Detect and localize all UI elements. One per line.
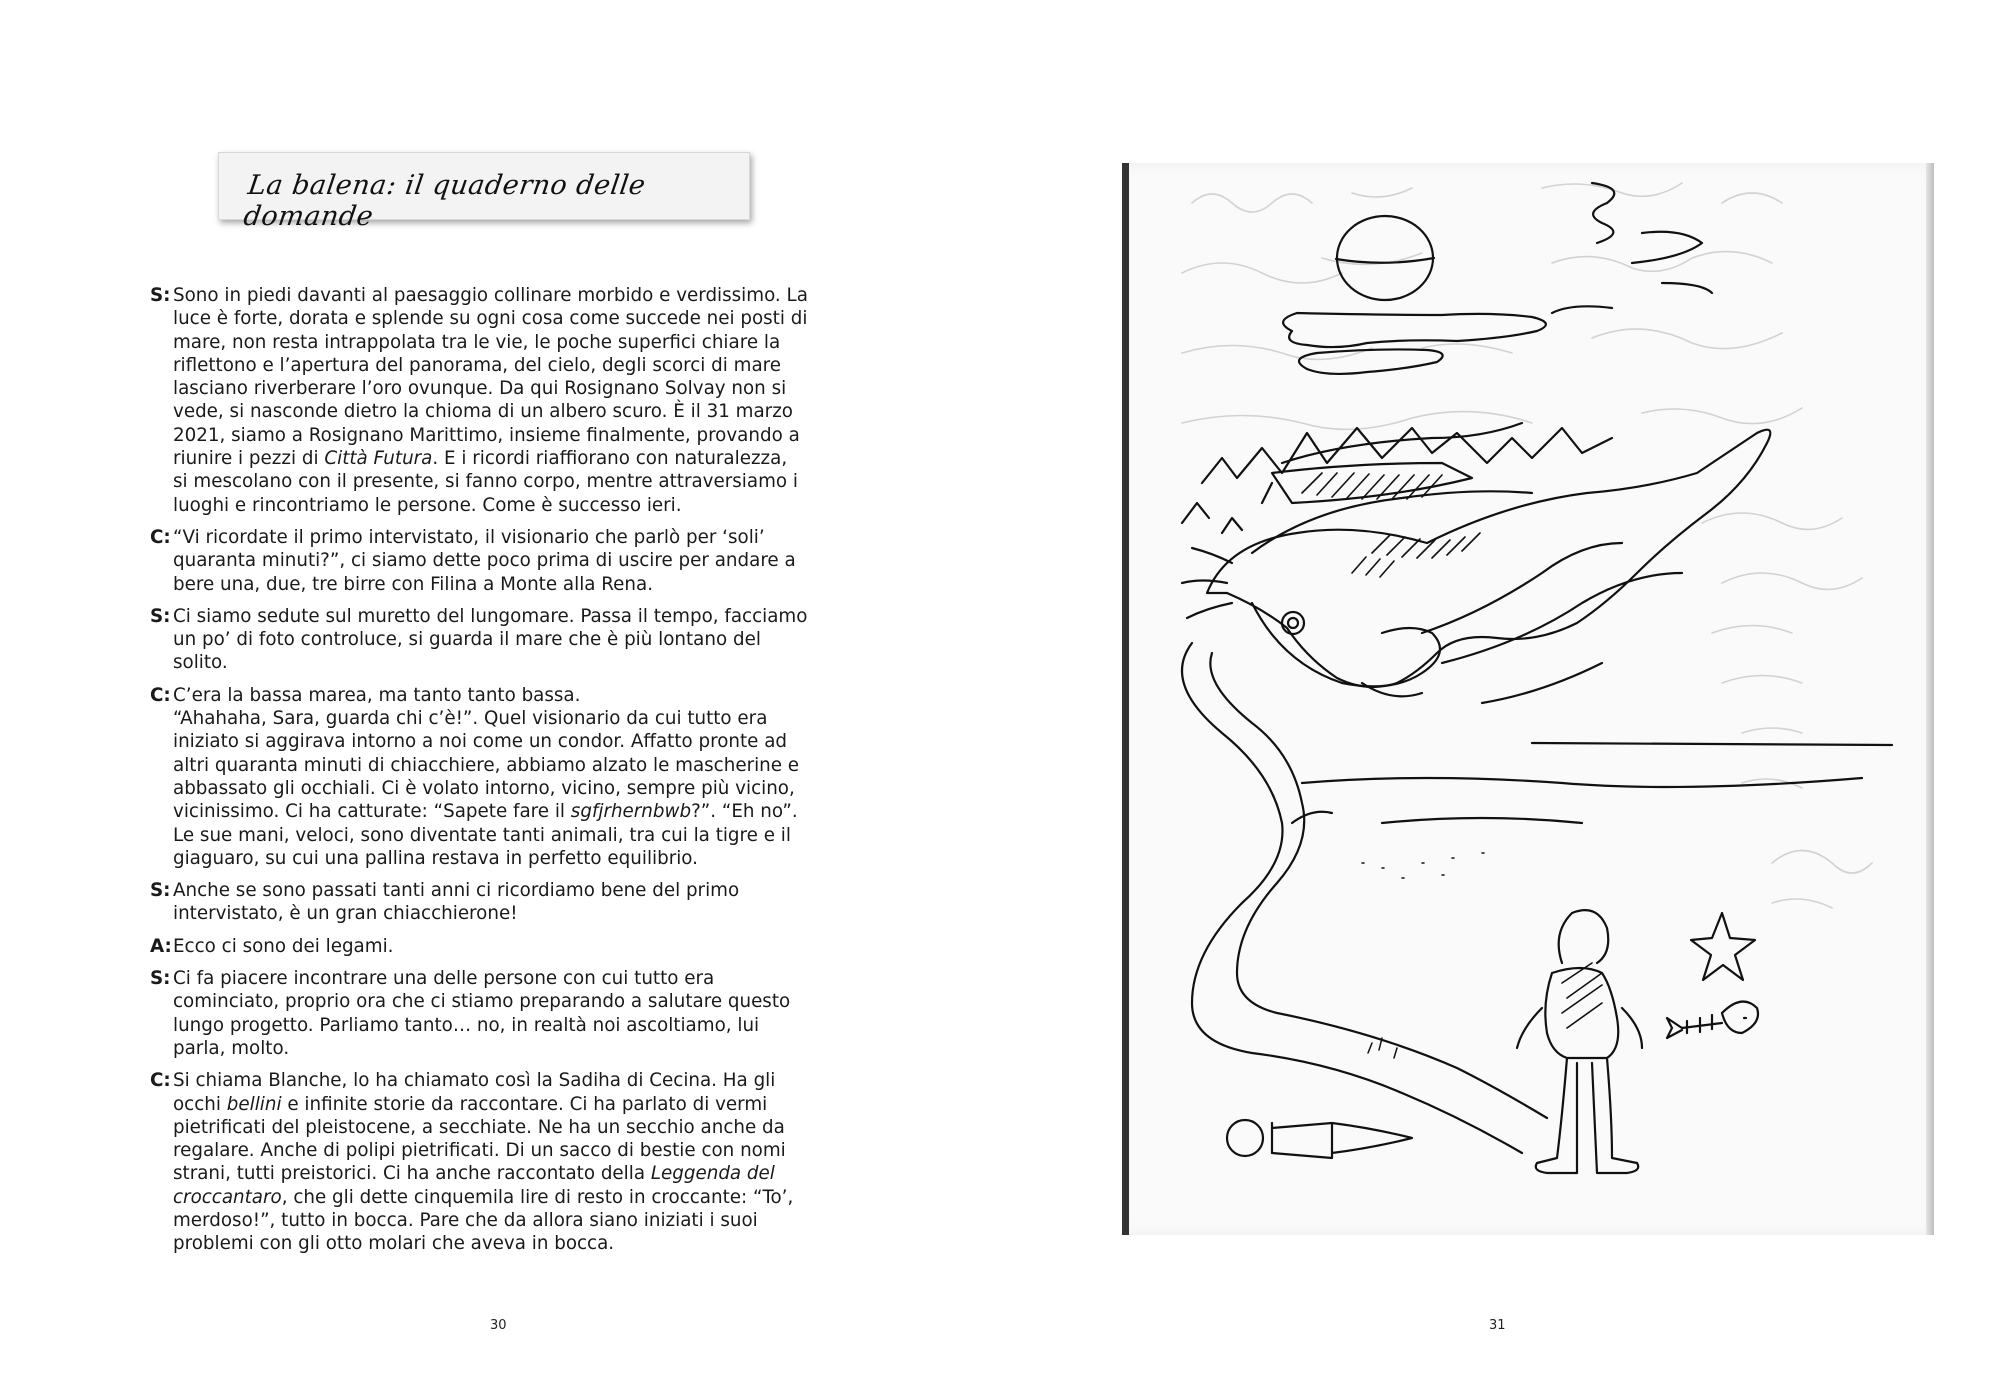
text-line <box>173 777 799 800</box>
person-drawing <box>1545 910 1618 1058</box>
text-segment: iniziato si aggirava intorno a noi come un condor. Affatto pronte ad <box>173 731 788 753</box>
text-segment: altri quaranta minuti di chiacchiere, abbiamo alzato le mascherine e <box>173 754 800 776</box>
text-segment: cominciato, proprio ora che ci stiamo preparando a salutare questo <box>173 991 791 1013</box>
show-through-handwriting <box>1182 183 1872 908</box>
speaker-label: S: <box>150 605 171 627</box>
speaker-initial: C <box>150 1070 164 1092</box>
text-line <box>173 1162 793 1185</box>
cloud-drawing-2 <box>1299 349 1443 373</box>
sword-drawing <box>1227 1120 1412 1158</box>
text-segment: occhi <box>173 1093 227 1115</box>
text-line <box>173 1116 793 1139</box>
turn-text <box>173 284 808 517</box>
speaker-initial: A <box>150 935 165 957</box>
italic-text: sgfjrhernbwb <box>570 801 692 823</box>
text-segment: Ci fa piacere incontrare una delle persone con cui tutto era <box>173 968 715 990</box>
sun-drawing <box>1336 216 1434 300</box>
text-segment: si mescolano con il presente, si fanno corpo, mentre attraversiamo i <box>173 471 798 493</box>
text-segment: abbassato gli occhiali. Ci è volato intorno, vicino, sempre più vicino, <box>173 777 795 799</box>
turn-text <box>173 935 393 958</box>
text-line <box>173 651 807 674</box>
text-segment: merdoso!”, tutto in bocca. Pare che da allora siano iniziati i suoi <box>173 1209 758 1231</box>
text-line <box>173 526 796 549</box>
dialogue-turn <box>150 1069 850 1255</box>
turn-text <box>173 684 799 870</box>
text-segment: giaguaro, su cui una pallina restava in perfetto equilibrio. <box>173 847 698 869</box>
text-line <box>173 754 799 777</box>
dialogue-turn <box>150 935 850 958</box>
text-line <box>173 847 799 870</box>
speaker-label: C: <box>150 526 171 548</box>
turn-text <box>173 967 790 1060</box>
dialogue-turn <box>150 967 850 1060</box>
text-line <box>173 967 790 990</box>
text-segment: Sono in piedi davanti al paesaggio collinare morbido e verdissimo. La <box>173 285 808 306</box>
speaker-initial: C <box>150 526 164 548</box>
whale-eye-drawing <box>1282 612 1304 634</box>
text-line <box>173 800 799 823</box>
text-line <box>173 284 808 307</box>
text-segment: strani, tutti preistorici. Ci ha anche raccontato della <box>173 1163 651 1185</box>
text-line <box>173 354 808 377</box>
text-line <box>173 879 739 902</box>
turn-text <box>173 526 796 596</box>
text-line <box>173 1232 793 1255</box>
text-line <box>173 1037 790 1060</box>
speaker-initial: S <box>150 285 164 306</box>
dialogue-turn <box>150 526 850 596</box>
speaker-label: C: <box>150 1070 171 1092</box>
text-segment: Anche se sono passati tanti anni ci ricordiamo bene del primo <box>173 880 740 902</box>
text-line <box>173 1186 793 1209</box>
text-segment: 2021, siamo a Rosignano Marittimo, insieme finalmente, provando a <box>173 424 800 446</box>
text-segment: . E i ricordi riaffiorano con naturalezza, <box>432 448 788 470</box>
text-line <box>173 684 799 707</box>
italic-text: bellini <box>226 1093 282 1115</box>
text-line <box>173 470 808 493</box>
text-segment: e infinite storie da raccontare. Ci ha parlato di vermi <box>281 1093 768 1115</box>
dialogue-turn <box>150 605 850 675</box>
text-segment: Ci siamo sedute sul muretto del lungomare. Passa il tempo, facciamo <box>173 605 808 627</box>
text-segment: pietrificati del pleistocene, a secchiate. Ne ha un secchio anche da <box>173 1116 785 1138</box>
text-segment: “Ahahaha, Sara, guarda chi c’è!”. Quel visionario da cui tutto era <box>173 708 768 730</box>
text-line <box>173 935 393 958</box>
italic-text: Città Futura <box>324 448 433 470</box>
text-segment: ?”. “Eh no”. <box>691 801 798 823</box>
fishbone-drawing <box>1667 1015 1722 1038</box>
turn-text <box>173 879 739 926</box>
text-line <box>173 628 807 651</box>
speaker-initial: C <box>150 684 164 706</box>
text-segment: Le sue mani, veloci, sono diventate tanti animali, tra cui la tigre e il <box>173 824 791 846</box>
text-line <box>173 331 808 354</box>
text-segment: problemi con gli otto molari che aveva in bocca. <box>173 1233 615 1255</box>
text-segment: solito. <box>173 652 228 674</box>
text-line <box>173 902 739 925</box>
text-segment: vede, si nasconde dietro la chioma di un albero scuro. È il 31 marzo <box>173 401 793 423</box>
speaker-initial: S <box>150 605 164 627</box>
text-segment: C’era la bassa marea, ma tanto tanto bassa. <box>173 684 581 706</box>
dialogue-turn <box>150 879 850 926</box>
whale-sketch-illustration <box>1122 163 1934 1235</box>
text-line <box>173 549 796 572</box>
mountains-drawing <box>1202 428 1612 483</box>
text-segment: bere una, due, tre birre con Filina a Monte alla Rena. <box>173 573 654 595</box>
sketch-paper <box>1122 163 1934 1235</box>
swirl-cloud-drawing <box>1552 183 1712 313</box>
text-line <box>173 824 799 847</box>
text-line <box>173 1069 793 1092</box>
italic-text: croccantaro <box>173 1186 282 1208</box>
text-segment: lasciano riverberare l’oro ovunque. Da qui Rosignano Solvay non si <box>173 378 787 400</box>
text-segment: quaranta minuti?”, ci siamo dette poco prima di uscire per andare a <box>173 550 796 572</box>
page-title: La balena: il quaderno delle domande <box>241 170 648 232</box>
text-line <box>173 1093 793 1116</box>
text-line <box>173 1209 793 1232</box>
sand-dots <box>1362 853 1484 1058</box>
speaker-initial: S <box>150 968 164 990</box>
text-segment: regalare. Anche di polipi pietrificati. Di un sacco di bestie con nomi <box>173 1140 786 1162</box>
text-line <box>173 730 799 753</box>
text-segment: parla, molto. <box>173 1037 290 1059</box>
text-segment: luoghi e rincontriamo le persone. Come è successo ieri. <box>173 494 682 516</box>
page-number-left: 30 <box>490 1318 507 1333</box>
whale-tail-drawing <box>1182 643 1522 1153</box>
text-segment: un po’ di foto controluce, si guarda il mare che è più lontano del <box>173 629 761 651</box>
speaker-label: C: <box>150 684 171 706</box>
text-line <box>173 377 808 400</box>
dialogue-turn <box>150 284 850 517</box>
text-segment: Ecco ci sono dei legami. <box>173 935 394 957</box>
text-segment: riunire i pezzi di <box>173 448 325 470</box>
text-line <box>173 447 808 470</box>
turn-text <box>173 605 807 675</box>
right-page <box>1000 0 2000 1399</box>
text-line <box>173 424 808 447</box>
text-line <box>173 605 807 628</box>
speaker-label: S: <box>150 968 171 990</box>
text-segment: vicinissimo. Ci ha catturate: “Sapete fare il <box>173 801 571 823</box>
text-segment: lungo progetto. Parliamo tanto… no, in realtà noi ascoltiamo, lui <box>173 1014 760 1036</box>
text-segment: intervistato, è un gran chiacchierone! <box>173 903 518 925</box>
text-segment: luce è forte, dorata e splende su ogni cosa come succede nei posti di <box>173 308 808 330</box>
speaker-initial: S <box>150 880 164 902</box>
speaker-label: S: <box>150 880 171 902</box>
text-line <box>173 707 799 730</box>
text-line <box>173 1014 790 1037</box>
italic-text: Leggenda del <box>650 1163 775 1185</box>
turn-text <box>173 1069 793 1255</box>
text-line <box>173 990 790 1013</box>
text-line <box>173 494 808 517</box>
text-segment: “Vi ricordate il primo intervistato, il visionario che parlò per ‘soli’ <box>173 526 765 548</box>
text-line <box>173 573 796 596</box>
speaker-label: S: <box>150 285 171 306</box>
text-line <box>173 400 808 423</box>
speaker-label: A: <box>150 935 172 957</box>
dialogue-turn <box>150 684 850 870</box>
page-number-right: 31 <box>1489 1318 1506 1333</box>
text-segment: mare, non resta intrappolata tra le vie, le poche superfici chiare la <box>173 331 781 353</box>
whale-hatching <box>1302 473 1480 577</box>
text-line <box>173 1139 793 1162</box>
text-segment: , che gli dette cinquemila lire di resto in croccante: “To’, <box>281 1186 794 1208</box>
cloud-drawing <box>1283 313 1546 347</box>
dialogue-text <box>150 284 850 1265</box>
text-line <box>173 307 808 330</box>
text-segment: Si chiama Blanche, lo ha chiamato così la Sadiha di Cecina. Ha gli <box>173 1070 776 1092</box>
text-segment: riflettono e l’apertura del panorama, del cielo, degli scorci di mare <box>173 354 782 376</box>
title-label-strip <box>218 152 750 232</box>
starfish-drawing <box>1691 913 1755 980</box>
